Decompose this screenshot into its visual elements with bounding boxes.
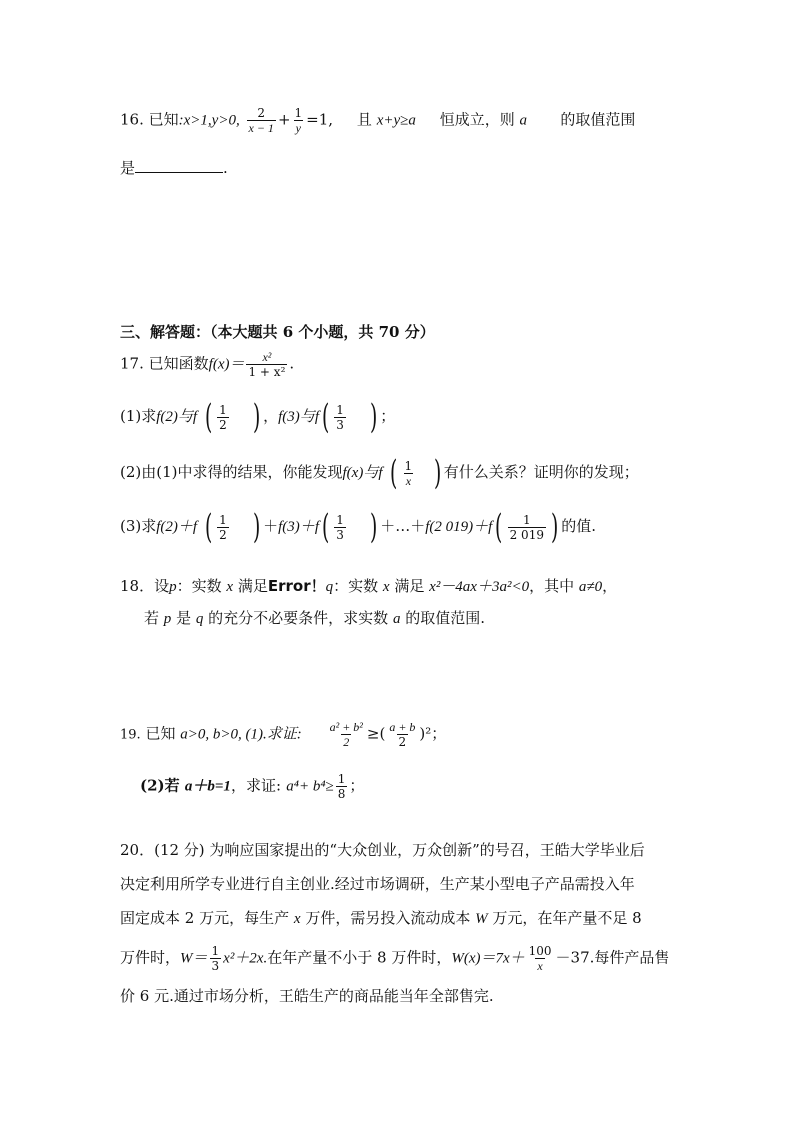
q17-intro: 17. 已知函数f(x)＝ $\frac{\text{x²}}{\text{1 + x²}}$ . — [120, 350, 295, 379]
q18-line2: 若 p 是 q 的充分不必要条件，求实数 a 的取值范围. — [144, 609, 486, 627]
q20-line1: 20．(12 分) 为响应国家提出的“大众创业，万众创新”的号召，王皓大学毕业后 — [120, 841, 645, 859]
q17-third: $\frac{1}{3}$ — [336, 402, 344, 432]
q19-line1: 19. 已知 a>0, b>0, (1).求证: $\frac{\text{a² + b²}}{2}$ ≥( $\frac{a + b}{2}$ )²； — [120, 720, 447, 749]
q20-line5: 价 6 元.通过市场分析，王皓生产的商品能当年全部售完. — [120, 987, 494, 1005]
answer-blank — [135, 158, 223, 173]
q16-line1: 16. 已知:x>1,y>0, $\frac{2}{x - 1}$ + $\frac{1}{y}$ =1, 且 x+y≥a 恒成立，则 a 的取值范围 — [120, 106, 636, 135]
error-text: Error！ — [267, 577, 326, 595]
q16-number: 16. — [120, 110, 144, 129]
q16-fraction-1: $\frac{2}{x - 1}$ — [248, 106, 274, 135]
q20-line2: 决定利用所学专业进行自主创业.经过市场调研，生产某小型电子产品需投入年 — [120, 875, 635, 893]
q19-left-fraction: $\frac{\text{a² + b²}}{2}$ — [329, 720, 363, 749]
q17-part2: (2)由(1)中求得的结果，你能发现f(x)与f ( $\frac{1}{x}$ ) 有什么关系？证明你的发现； — [120, 453, 639, 493]
q19-eighth: $\frac{1}{8}$ — [337, 772, 346, 801]
q17-reciprocal: $\frac{1}{x}$ — [404, 458, 413, 488]
q16-line2: 是 . — [120, 159, 228, 177]
q18-line1: 18．设p：实数 x 满足Error！q：实数 x 满足 x²－4ax＋3a²<0，其中 a≠0， — [120, 577, 618, 595]
q17-half: $\frac{1}{2}$ — [219, 402, 227, 432]
q16-fraction-2: $\frac{1}{y}$ — [294, 106, 303, 135]
q19-right-fraction: $\frac{a + b}{2}$ — [389, 720, 416, 749]
q17-part3: (3)求f(2)＋f ( $\frac{1}{2}$ ) ＋f(3)＋f( $\frac{1}{3}$ ) ＋…＋f(2 019)＋f( $\frac{1}{2 019}$ ) 的值. — [120, 507, 597, 547]
section-title: 三、解答题：（本大题共 6 个小题，共 70 分） — [120, 323, 435, 341]
q20-line4: 万件时，W＝ $\frac{1}{3}$ x²＋2x.在年产量不小于 8 万件时，W(x)＝7x＋ $\frac{100}{x}$ －37.每件产品售 — [120, 944, 670, 973]
q17-part1: (1)求f(2)与f ( $\frac{1}{2}$ ) ，f(3)与f( $\frac{1}{3}$ ) ； — [120, 397, 396, 437]
q20-line3: 固定成本 2 万元，每生产 x 万件，需另投入流动成本 W 万元，在年产量不足 8 — [120, 909, 642, 927]
q19-line2: (2)若 a＋b=1，求证: a⁴+ b⁴≥ $\frac{1}{8}$ ； — [140, 772, 365, 801]
q17-fx-fraction: $\frac{\text{x²}}{\text{1 + x²}}$ — [248, 350, 286, 379]
